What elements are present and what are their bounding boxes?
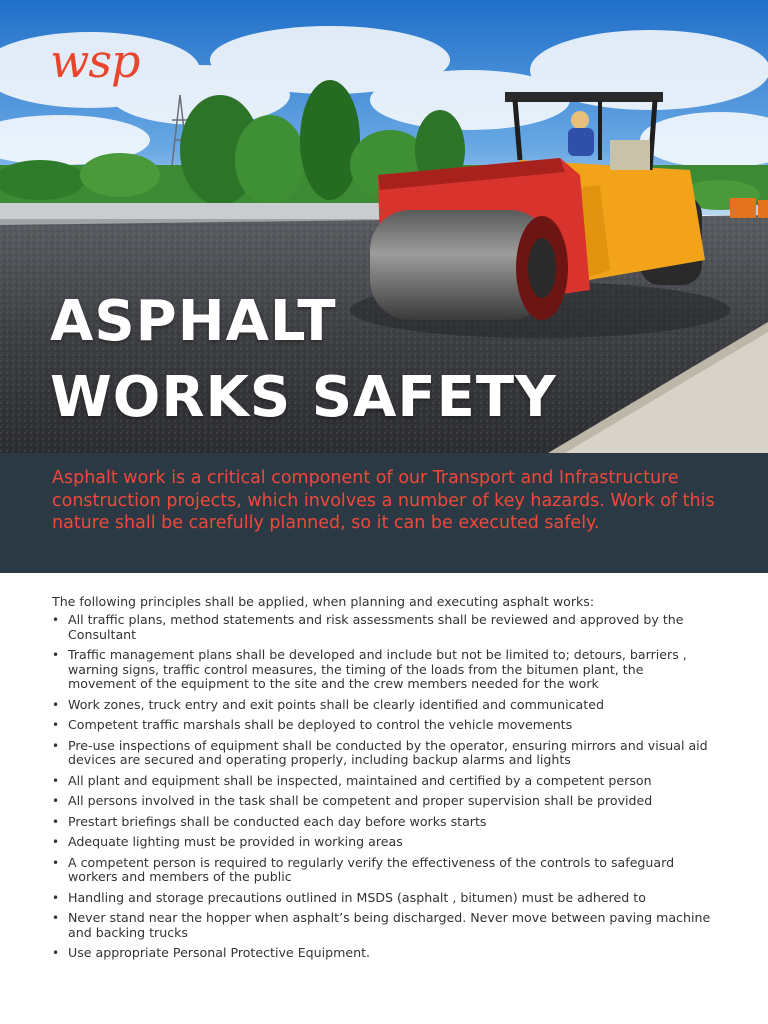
list-item-text: A competent person is required to regularly verify the effectiveness of the controls to safeguard workers and members of the public bbox=[68, 854, 675, 884]
list-item-text: Competent traffic marshals shall be deployed to control the vehicle movements bbox=[68, 717, 573, 732]
list-item bbox=[52, 815, 712, 830]
principles-intro: The following principles shall be applied, when planning and executing asphalt works: bbox=[52, 594, 595, 609]
list-item bbox=[52, 891, 712, 906]
list-item bbox=[52, 613, 712, 642]
bullet-icon: • bbox=[52, 697, 60, 712]
bullet-icon: • bbox=[52, 946, 60, 960]
list-item-text: Handling and storage precautions outlined in MSDS (asphalt , bitumen) must be adhered to bbox=[68, 889, 646, 905]
bullet-icon: • bbox=[52, 794, 60, 808]
list-item bbox=[52, 774, 712, 789]
bullet-icon: • bbox=[52, 835, 60, 849]
title-line-2: WORKS SAFETY bbox=[50, 365, 557, 430]
title-line-1: ASPHALT bbox=[50, 289, 337, 354]
bullet-icon: • bbox=[52, 738, 60, 753]
bullet-icon: • bbox=[52, 890, 60, 905]
bullet-icon: • bbox=[52, 648, 60, 662]
bullet-icon: • bbox=[52, 773, 60, 788]
bullet-icon: • bbox=[52, 613, 60, 627]
list-item-text: All traffic plans, method statements and risk assessments shall be reviewed and approved by the Consultant bbox=[68, 612, 684, 642]
list-item-text: All persons involved in the task shall be competent and proper supervision shall be provided bbox=[68, 793, 653, 808]
list-item-text: Prestart briefings shall be conducted each day before works starts bbox=[68, 813, 487, 829]
hero-section bbox=[0, 0, 768, 453]
list-item-text: Never stand near the hopper when asphalt’s being discharged. Never move between paving machine and backing trucks bbox=[68, 910, 711, 940]
list-item bbox=[52, 718, 712, 733]
bullet-icon: • bbox=[52, 911, 60, 925]
principles-section bbox=[0, 573, 768, 961]
intro-band-text: Asphalt work is a critical component of our Transport and Infrastructure construction projects, which involves a number of key hazards. Work of this nature shall be carefully planned, so it can be executed safely. bbox=[52, 468, 715, 533]
list-item-text: Traffic management plans shall be developed and include but not be limited to; detours, barriers , warning signs, traffic control measures, the timing of the loads from the bitumen plant, the movement of the equipment to the site and the crew members needed for the work bbox=[68, 647, 687, 691]
list-item bbox=[52, 835, 712, 850]
list-item-text: Use appropriate Personal Protective Equipment. bbox=[68, 945, 371, 960]
list-item bbox=[52, 856, 712, 885]
list-item-text: Adequate lighting must be provided in working areas bbox=[68, 834, 403, 849]
intro-band bbox=[0, 453, 768, 573]
list-item-text: All plant and equipment shall be inspected, maintained and certified by a competent person bbox=[68, 772, 652, 788]
list-item bbox=[52, 911, 712, 940]
list-item bbox=[52, 648, 712, 692]
page-title bbox=[50, 284, 557, 436]
bullet-icon: • bbox=[52, 814, 60, 829]
bullet-icon: • bbox=[52, 718, 60, 732]
principles-list bbox=[52, 613, 712, 961]
list-item bbox=[52, 739, 712, 768]
list-item bbox=[52, 698, 712, 713]
list-item-text: Pre-use inspections of equipment shall be conducted by the operator, ensuring mirrors and visual aid devices are secured and operating properly, including backup alarms and lights bbox=[68, 737, 708, 767]
list-item-text: Work zones, truck entry and exit points shall be clearly identified and communicated bbox=[68, 696, 604, 712]
wsp-logo: wsp bbox=[50, 34, 140, 88]
bullet-icon: • bbox=[52, 855, 60, 870]
list-item bbox=[52, 946, 712, 961]
list-item bbox=[52, 794, 712, 809]
